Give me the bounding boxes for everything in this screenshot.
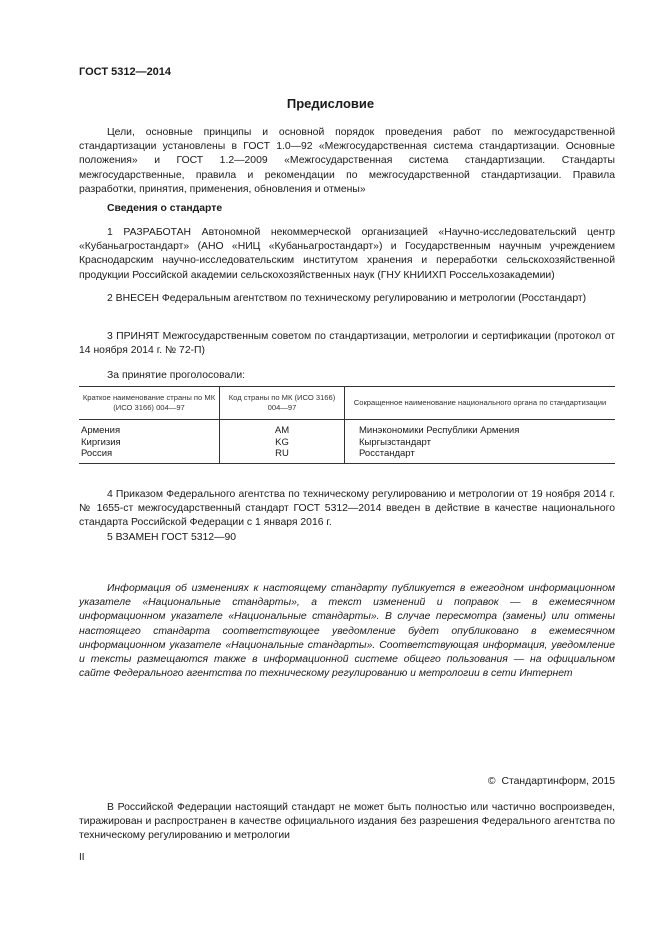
copyright-icon: © <box>487 776 496 787</box>
column-header-organization: Сокращенное наименование национального органа по стандартизации <box>345 387 616 420</box>
standard-info-heading: Сведения о стандарте <box>107 203 223 214</box>
code-cell: RU <box>220 448 345 463</box>
item-1-text: 1 РАЗРАБОТАН Автономной некоммерческой организацией «Научно-исследовательский центр «Кубаньагростандарт» (АНО «НИЦ «Кубаньагростандарт») и Государственным научным учреждением Краснодарским научно-исследовательским институтом хранения и переработки сельскохозяйственной продукции Российской академии сельскохозяйственных наук (ГНУ КНИИХП Россельхозакадемии) <box>79 227 615 281</box>
voting-table <box>79 386 615 464</box>
copyright-text: Стандартинформ, 2015 <box>501 776 615 787</box>
column-header-country: Краткое наименование страны по МК (ИСО 3166) 004—97 <box>79 387 220 420</box>
item-5-paragraph <box>79 531 615 545</box>
intro-text: Цели, основные принципы и основной порядок проведения работ по межгосударственной стандартизации установлены в ГОСТ 1.0—92 «Межгосударственная система стандартизации. Основные положения» и ГОСТ 1.2—2009 «Межгосударственная система стандартизации. Стандарты межгосударственные, правила и рекомендации по межгосударственной стандартизации. Правила разработки, принятия, применения, обновления и отмены» <box>79 127 615 195</box>
item-2-paragraph <box>79 292 615 306</box>
voting-table-header <box>79 387 615 420</box>
item-1-paragraph <box>79 226 615 283</box>
table-row <box>79 448 615 463</box>
code-cell: KG <box>220 437 345 449</box>
item-3-text: 3 ПРИНЯТ Межгосударственным советом по стандартизации, метрологии и сертификации (протокол от 14 ноября 2014 г. № 72-П) <box>79 331 615 357</box>
info-notice <box>79 582 615 681</box>
item-5-text: 5 ВЗАМЕН ГОСТ 5312—90 <box>107 532 237 543</box>
organization-cell: Минэкономики Республики Армения <box>345 420 616 437</box>
organization-cell: Кыргызстандарт <box>345 437 616 449</box>
code-cell: AM <box>220 420 345 437</box>
info-notice-text: Информация об изменениях к настоящему стандарту публикуется в ежегодном информационном указателе «Национальные стандарты», а текст изменений и поправок — в ежемесячном информационном указателе «Национальные стандарты». В случае пересмотра (замены) или отмены настоящего стандарта соответствующее уведомление будет опубликовано в ежемесячном информационном указателе «Национальные стандарты». Соответствующая информация, уведомление и тексты размещаются также в информационной системе общего пользования — на официальном сайте Федерального агентства по техническому регулированию и метрологии в сети Интернет <box>79 583 615 680</box>
rights-notice-text: В Российской Федерации настоящий стандарт не может быть полностью или частично воспроизведен, тиражирован и распространен в качестве официального издания без разрешения Федерального агентства по техническому регулированию и метрологии <box>79 802 615 842</box>
column-header-code: Код страны по МК (ИСО 3166) 004—97 <box>220 387 345 420</box>
country-cell: Киргизия <box>81 436 121 448</box>
copyright-line <box>488 776 615 787</box>
item-4-text: 4 Приказом Федерального агентства по техническому регулированию и метрологии от 19 ноября 2014 г. № 1655-ст межгосударственный стандарт ГОСТ 5312—2014 введен в действие в качестве национального стандарта Российской Федерации с 1 января 2016 г. <box>79 489 615 529</box>
table-row <box>79 420 615 437</box>
document-code-header: ГОСТ 5312—2014 <box>79 66 172 78</box>
voting-caption: За принятие проголосовали: <box>107 370 246 381</box>
table-row <box>79 437 615 449</box>
page-number: II <box>79 852 85 863</box>
page-title: Предисловие <box>286 96 375 111</box>
intro-paragraph <box>79 126 615 197</box>
item-4-paragraph <box>79 488 615 531</box>
country-cell: Россия <box>79 448 220 463</box>
organization-cell: Росстандарт <box>345 448 616 463</box>
item-2-text: 2 ВНЕСЕН Федеральным агентством по техническому регулированию и метрологии (Росстандарт) <box>107 293 587 304</box>
rights-notice <box>79 801 615 844</box>
country-cell: Армения <box>81 425 121 436</box>
item-3-paragraph <box>79 330 615 358</box>
